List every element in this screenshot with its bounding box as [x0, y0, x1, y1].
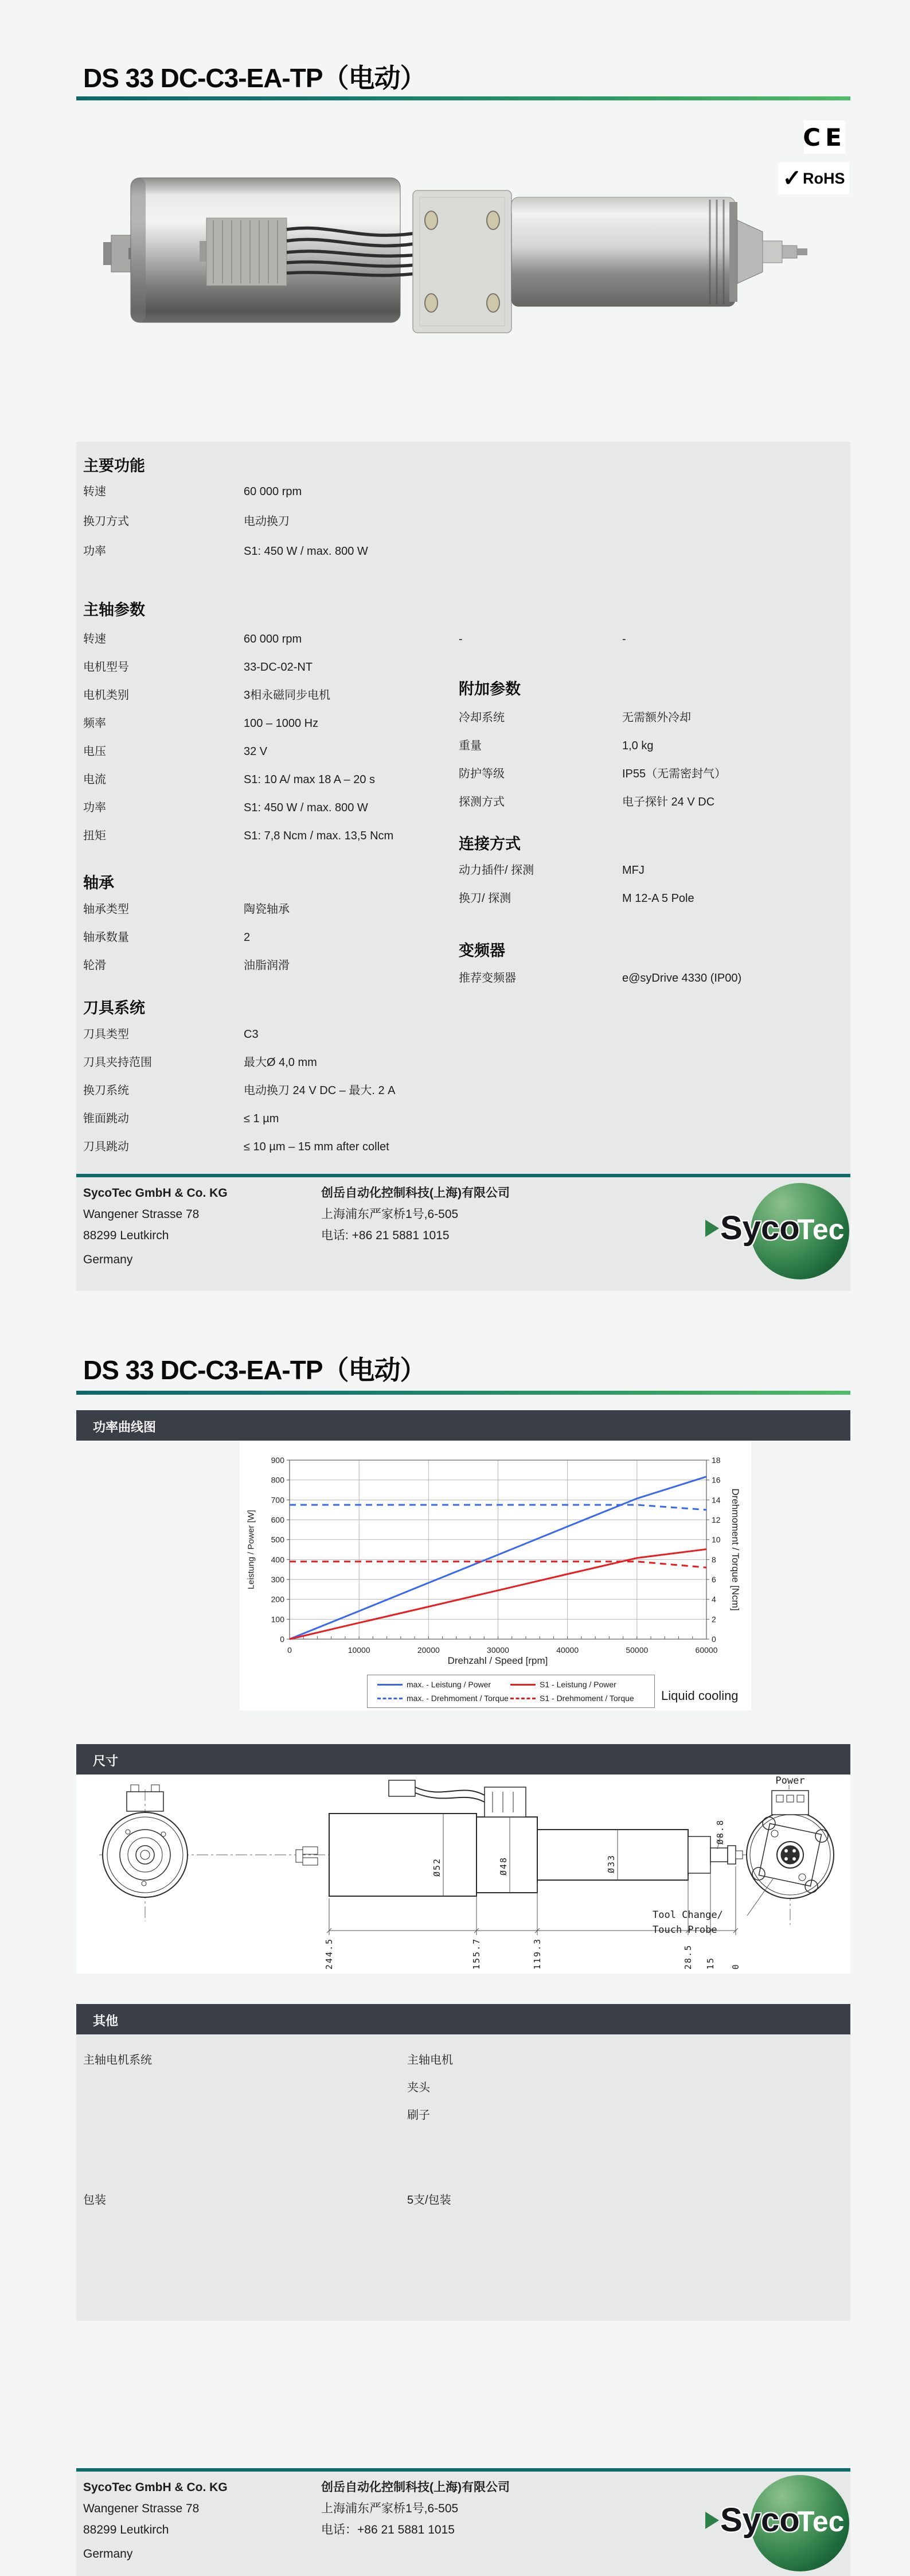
row-value: 夹头	[407, 2081, 430, 2094]
section-bar-other	[76, 2004, 850, 2034]
row-value: ≤ 10 µm – 15 mm after collet	[244, 1141, 389, 1153]
footer-company-de: SycoTec GmbH & Co. KG	[83, 1186, 228, 1200]
row-label: 功率	[83, 545, 106, 558]
logo-arrow-icon	[705, 1220, 719, 1237]
row-label: 主轴电机系统	[83, 2054, 152, 2067]
row-label: 防护等级	[459, 768, 505, 780]
row-label: 轴承数量	[83, 931, 129, 944]
dim-15: 15	[705, 1956, 716, 1970]
section-inverter: 变频器	[459, 942, 505, 959]
section-connection: 连接方式	[459, 835, 521, 853]
row-value: 60 000 rpm	[244, 485, 302, 498]
footer-separator	[76, 1174, 850, 1177]
svg-text:100: 100	[271, 1614, 284, 1624]
row-value: 100 – 1000 Hz	[244, 717, 319, 730]
ce-mark-icon: CE	[803, 123, 846, 151]
svg-text:4: 4	[712, 1594, 716, 1604]
row-value: MFJ	[622, 864, 645, 877]
row-value: e@syDrive 4330 (IP00)	[622, 972, 742, 985]
row-value: S1: 7,8 Ncm / max. 13,5 Ncm	[244, 830, 394, 842]
legend-line-sample	[377, 1684, 403, 1686]
footer-address-cn: 上海浦东严家桥1号,6-505	[321, 2502, 459, 2515]
bar-label: 其他	[93, 2014, 119, 2028]
row-label: 电压	[83, 745, 106, 758]
row-value: 无需额外冷却	[622, 711, 691, 724]
row-value: 32 V	[244, 745, 268, 758]
page-title: DS 33 DC-C3-EA-TP（电动）	[83, 63, 426, 93]
row-value: 5支/包装	[407, 2194, 451, 2207]
dim-tool-change-label: Tool Change/	[653, 1909, 723, 1921]
dim-244-5: 244.5	[324, 1937, 334, 1970]
dim-119-3: 119.3	[532, 1937, 542, 1970]
ce-badge	[804, 120, 845, 154]
row-value: S1: 450 W / max. 800 W	[244, 545, 368, 558]
footer-city: 88299 Leutkirch	[83, 2523, 169, 2536]
dim-dia52: Ø52	[432, 1857, 442, 1877]
logo-syco: Syco	[720, 1209, 800, 1247]
dim-28-5: 28.5	[683, 1944, 693, 1970]
row-label: 电机类别	[83, 689, 129, 702]
footer-company-de: SycoTec GmbH & Co. KG	[83, 2481, 228, 2494]
page2-title-underline	[76, 1391, 850, 1395]
svg-text:10000: 10000	[347, 1645, 370, 1655]
chart-note: Liquid cooling	[661, 1688, 739, 1703]
legend-line-sample	[510, 1698, 536, 1699]
row-value: 油脂润滑	[244, 959, 290, 972]
dim-power-label: Power	[775, 1775, 805, 1787]
legend-label: max. - Drehmoment / Torque	[407, 1694, 509, 1703]
svg-text:0: 0	[712, 1635, 716, 1644]
row-value: S1: 450 W / max. 800 W	[244, 801, 368, 814]
logo-tec: Tec	[797, 2505, 845, 2538]
svg-text:6: 6	[712, 1575, 716, 1584]
power-curve-chart	[240, 1441, 751, 1710]
section-additional-params: 附加参数	[459, 680, 521, 698]
svg-text:600: 600	[271, 1515, 284, 1524]
row-value: 最大Ø 4,0 mm	[244, 1056, 317, 1069]
section-bearings: 轴承	[83, 874, 114, 892]
row-label: 刀具跳动	[83, 1141, 129, 1153]
row-label: 扭矩	[83, 830, 106, 842]
footer-country: Germany	[83, 2547, 133, 2561]
logo-tec: Tec	[797, 1213, 845, 1246]
row-label: 重量	[459, 740, 482, 752]
row-label: 动力插件/ 探测	[459, 864, 534, 877]
footer-country: Germany	[83, 1253, 133, 1266]
dimension-drawing	[76, 1775, 850, 1974]
row-value: 陶瓷轴承	[244, 903, 290, 916]
svg-text:60000: 60000	[695, 1645, 718, 1655]
row-label: 电流	[83, 773, 106, 786]
section-spindle-params: 主轴参数	[83, 601, 145, 618]
footer-phone-cn: 电话: +86 21 5881 1015	[321, 1229, 450, 1242]
x-axis-label: Drehzahl / Speed [rpm]	[447, 1655, 548, 1666]
row-value: C3	[244, 1028, 259, 1041]
row-value: IP55（无需密封气）	[622, 768, 727, 780]
row-value: M 12-A 5 Pole	[622, 892, 694, 905]
row-label: 转速	[83, 633, 106, 645]
row-value: 刷子	[407, 2109, 430, 2122]
footer-street: Wangener Strasse 78	[83, 1208, 200, 1221]
row-dash: -	[459, 633, 463, 645]
chart-plot	[240, 1441, 751, 1710]
dim-dia33: Ø33	[606, 1854, 616, 1873]
row-value: 1,0 kg	[622, 740, 654, 752]
title-underline	[76, 96, 850, 100]
row-label: 换刀系统	[83, 1084, 129, 1097]
footer-phone-cn: 电话：+86 21 5881 1015	[321, 2523, 455, 2536]
svg-text:900: 900	[271, 1456, 284, 1465]
row-label: 频率	[83, 717, 106, 730]
sycotec-logo	[705, 1182, 850, 1281]
legend-line-sample	[510, 1684, 536, 1686]
row-value: 电子探针 24 V DC	[622, 796, 715, 808]
dim-touch-probe-label: Touch Probe	[653, 1924, 717, 1936]
row-label: 换刀方式	[83, 515, 129, 528]
dim-dia48: Ø48	[498, 1856, 509, 1875]
row-label: 轮滑	[83, 959, 106, 972]
row-label: 转速	[83, 485, 106, 498]
y-axis-label-left: Leistung / Power [W]	[246, 1509, 256, 1590]
y-axis-label-right: Drehmoment / Torque [Ncm]	[730, 1488, 741, 1611]
row-value: S1: 10 A/ max 18 A – 20 s	[244, 773, 376, 786]
legend-item	[510, 1680, 616, 1689]
footer-company-cn: 创岳自动化控制科技(上海)有限公司	[321, 1186, 510, 1200]
svg-text:10: 10	[712, 1535, 721, 1544]
dimension-drawing-box	[76, 1775, 850, 1974]
footer-city: 88299 Leutkirch	[83, 1229, 169, 1242]
section-tool-system: 刀具系统	[83, 999, 145, 1017]
svg-text:500: 500	[271, 1535, 284, 1544]
legend-label: max. - Leistung / Power	[407, 1680, 491, 1689]
other-panel	[76, 2004, 850, 2321]
svg-text:18: 18	[712, 1456, 721, 1465]
row-label: 功率	[83, 801, 106, 814]
section-bar-power-curve	[76, 1410, 850, 1441]
rohs-label: RoHS	[803, 169, 845, 187]
logo-syco: Syco	[720, 2501, 800, 2539]
footer2-separator	[76, 2468, 850, 2472]
row-label: 换刀/ 探测	[459, 892, 511, 905]
row-label: 包装	[83, 2194, 106, 2207]
svg-text:14: 14	[712, 1495, 721, 1505]
dim-155-7: 155.7	[471, 1937, 482, 1970]
page2-title: DS 33 DC-C3-EA-TP（电动）	[83, 1355, 426, 1385]
svg-text:50000: 50000	[626, 1645, 649, 1655]
svg-text:2: 2	[712, 1614, 716, 1624]
row-value: 60 000 rpm	[244, 633, 302, 645]
footer-company-cn: 创岳自动化控制科技(上海)有限公司	[321, 2481, 510, 2494]
legend-item	[377, 1680, 491, 1689]
section-bar-dimensions	[76, 1744, 850, 1775]
svg-text:40000: 40000	[556, 1645, 579, 1655]
row-value: ≤ 1 µm	[244, 1112, 279, 1125]
svg-text:30000: 30000	[487, 1645, 509, 1655]
dim-dia8-8: Ø8.8	[715, 1819, 725, 1845]
product-photo	[103, 168, 814, 334]
footer-address-cn: 上海浦东严家桥1号,6-505	[321, 1208, 459, 1221]
sycotec-logo	[705, 2474, 850, 2573]
row-label: 推荐变频器	[459, 972, 516, 985]
legend-label: S1 - Leistung / Power	[540, 1680, 616, 1689]
row-label: 轴承类型	[83, 903, 129, 916]
svg-text:20000: 20000	[417, 1645, 440, 1655]
row-label: 探测方式	[459, 796, 505, 808]
row-value: 主轴电机	[407, 2054, 453, 2067]
legend-label: S1 - Drehmoment / Torque	[540, 1694, 634, 1703]
legend-item	[377, 1694, 509, 1703]
legend-item	[510, 1694, 634, 1703]
svg-text:0: 0	[280, 1635, 284, 1644]
row-dash: -	[622, 633, 626, 645]
row-label: 刀具夹持范围	[83, 1056, 152, 1069]
svg-text:12: 12	[712, 1515, 721, 1524]
row-value: 2	[244, 931, 251, 944]
svg-text:0: 0	[287, 1645, 292, 1655]
dim-0: 0	[731, 1963, 741, 1970]
footer-street: Wangener Strasse 78	[83, 2502, 200, 2515]
row-label: 电机型号	[83, 661, 129, 674]
svg-text:200: 200	[271, 1594, 284, 1604]
rohs-check-icon: ✓	[782, 166, 802, 191]
row-label: 刀具类型	[83, 1028, 129, 1041]
bar-label: 功率曲线图	[93, 1420, 157, 1434]
legend-line-sample	[377, 1698, 403, 1699]
section-main-functions: 主要功能	[83, 457, 145, 474]
svg-text:16: 16	[712, 1475, 721, 1485]
row-label: 锥面跳动	[83, 1112, 129, 1125]
svg-text:400: 400	[271, 1555, 284, 1565]
svg-text:700: 700	[271, 1495, 284, 1505]
svg-text:8: 8	[712, 1555, 716, 1565]
row-value: 电动换刀	[244, 515, 290, 528]
logo-arrow-icon	[705, 2512, 719, 2529]
row-value: 33-DC-02-NT	[244, 661, 313, 674]
bar-label: 尺寸	[93, 1754, 119, 1768]
svg-text:800: 800	[271, 1475, 284, 1485]
row-value: 3相永磁同步电机	[244, 689, 331, 702]
row-label: 冷却系统	[459, 711, 505, 724]
row-value: 电动换刀 24 V DC – 最大. 2 A	[244, 1084, 396, 1097]
svg-text:300: 300	[271, 1575, 284, 1584]
